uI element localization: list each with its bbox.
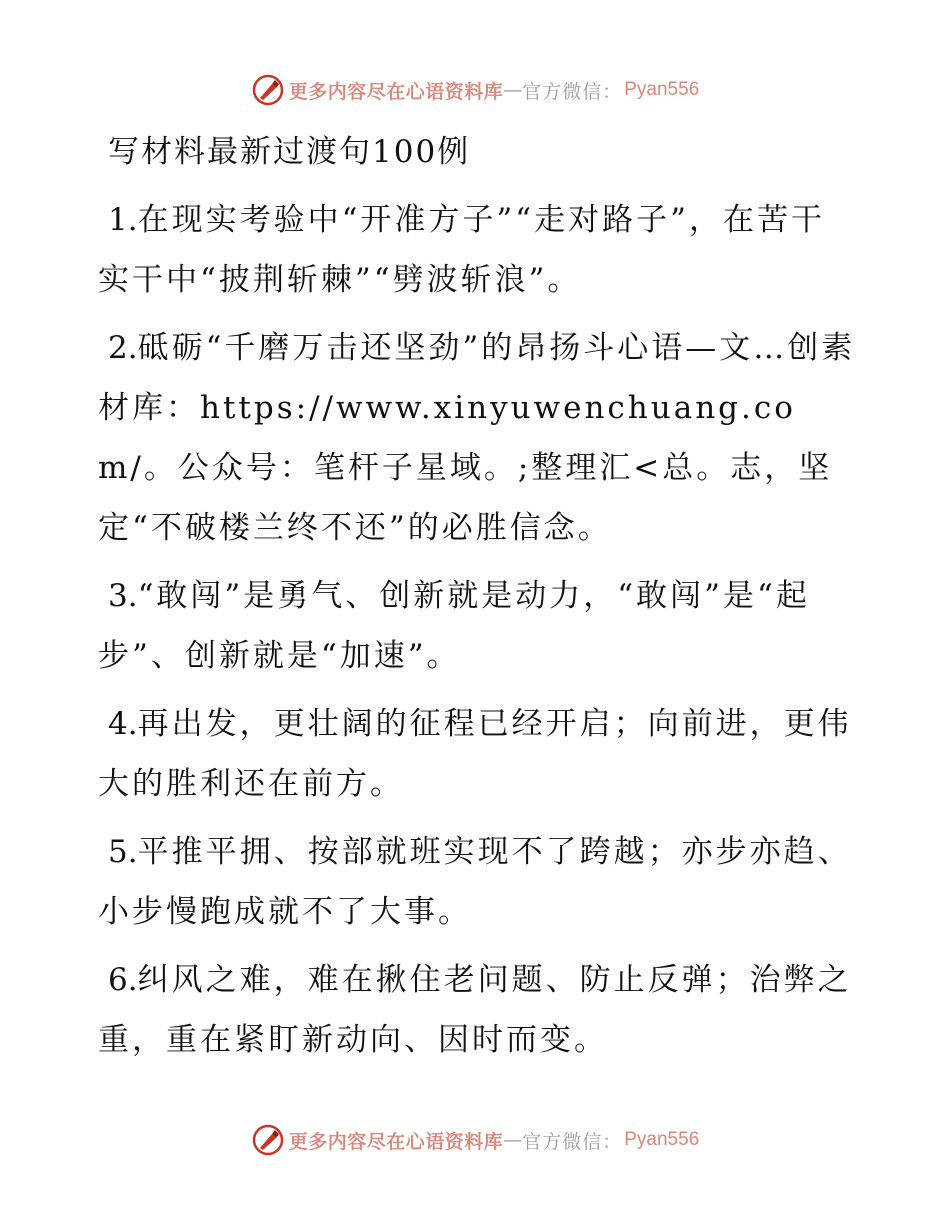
item-number: 5. <box>108 834 138 870</box>
item-number: 4. <box>108 706 138 742</box>
list-item <box>98 318 858 558</box>
list-item <box>98 190 858 310</box>
item-text: 纠风之难，难在揪住老问题、防止反弹；治弊之重，重在紧盯新动向、因时而变。 <box>98 962 852 1058</box>
item-number: 1. <box>108 202 138 238</box>
item-text: “敢闯”是勇气、创新就是动力，“敢闯”是“起步”、创新就是“加速”。 <box>98 578 810 674</box>
banner-brand: 更多内容尽在心语资料库 <box>288 80 504 103</box>
banner-wechat-id: Pyan556 <box>624 79 700 100</box>
item-text: 再出发，更壮阔的征程已经开启；向前进，更伟大的胜利还在前方。 <box>98 706 852 802</box>
banner-wechat-label: 官方微信： <box>522 1130 623 1153</box>
pen-nib-logo-icon <box>251 73 285 107</box>
pen-nib-logo-icon <box>251 1123 285 1157</box>
item-text: 在现实考验中“开准方子”“走对路子”，在苦干实干中“披荆斩棘”“劈波斩浪”。 <box>98 202 825 298</box>
banner-dash: — <box>503 1129 523 1151</box>
footer-banner <box>0 1120 950 1160</box>
document-title: 写材料最新过渡句100例 <box>108 134 471 170</box>
banner-brand: 更多内容尽在心语资料库 <box>288 1130 504 1153</box>
item-text: 平推平拥、按部就班实现不了跨越；亦步亦趋、小步慢跑成就不了大事。 <box>98 834 852 930</box>
list-item <box>98 694 858 814</box>
item-number: 2. <box>108 330 138 366</box>
list-item <box>98 566 858 686</box>
list-item <box>98 950 858 1070</box>
list-item <box>98 822 858 942</box>
sentence-list <box>98 190 858 1078</box>
item-number: 6. <box>108 962 138 998</box>
item-text: 砥砺“千磨万击还坚劲”的昂扬斗心语—文…创素材库：https://www.xinyuwenchuang.com/。公众号：笔杆子星域。;整理汇<总。志，坚定“不破楼兰终不还”的必胜信念。 <box>98 330 856 546</box>
banner-dash: — <box>503 79 523 101</box>
banner-wechat-id: Pyan556 <box>624 1129 700 1150</box>
header-banner <box>0 70 950 110</box>
item-number: 3. <box>108 578 138 614</box>
banner-wechat-label: 官方微信： <box>522 80 623 103</box>
